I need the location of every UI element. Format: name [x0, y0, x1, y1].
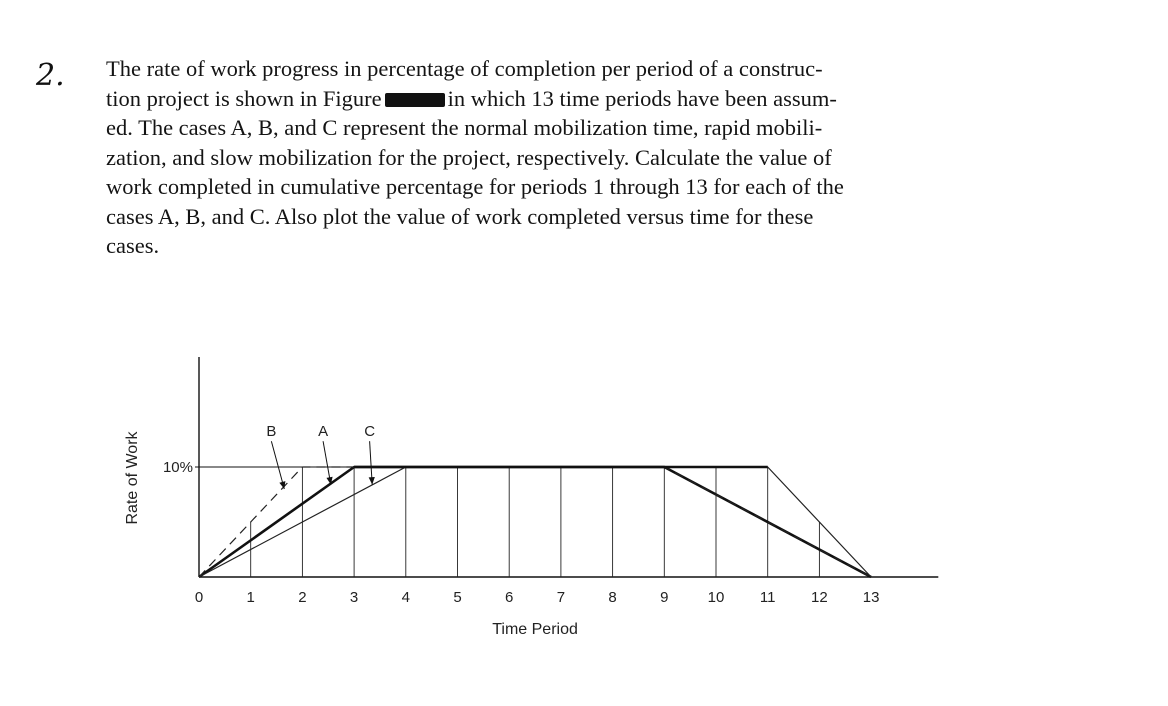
problem-line-2b: in which 13 time periods have been assum- [447, 85, 837, 111]
x-tick-label-2: 2 [298, 589, 307, 606]
x-tick-label-3: 3 [349, 589, 359, 606]
x-tick-label-9: 9 [660, 589, 669, 606]
x-tick-label-5: 5 [453, 589, 462, 606]
rate-of-work-figure [112, 355, 962, 655]
y-axis-title: Rate of Work [124, 431, 141, 525]
problem-line-6: cases A, B, and C. Also plot the value of work completed versus time for these [106, 203, 814, 229]
x-tick-label-13: 13 [862, 589, 880, 606]
x-tick-label-8: 8 [608, 589, 617, 606]
series-line-a [199, 467, 871, 577]
x-tick-label-4: 4 [401, 589, 410, 606]
x-tick-label-12: 12 [811, 589, 828, 606]
problem-line-7: cases. [106, 233, 160, 258]
rate-of-work-chart [112, 355, 962, 655]
question-number: 2. [36, 58, 65, 93]
problem-line-4: zation, and slow mobilization for the project, respectively. Calculate the value of [106, 144, 832, 170]
case-arrow-b [271, 441, 284, 489]
case-label-b: B [266, 423, 277, 441]
redaction-mark [385, 93, 445, 107]
x-tick-label-11: 11 [759, 589, 776, 606]
problem-line-5: work completed in cumulative percentage for periods 1 through 13 for each of the [106, 174, 844, 199]
problem-text [106, 54, 1044, 261]
case-label-a: A [318, 423, 329, 441]
x-tick-label-7: 7 [556, 589, 566, 606]
problem-line-3: ed. The cases A, B, and C represent the normal mobilization time, rapid mobili- [106, 115, 823, 140]
y-tick-label: 10% [162, 459, 193, 476]
case-label-c: C [364, 423, 376, 441]
x-axis-title: Time Period [492, 621, 578, 638]
problem-line-1: The rate of work progress in percentage of completion per period of a construc- [106, 56, 823, 81]
x-tick-label-1: 1 [246, 589, 255, 606]
x-tick-label-0: 0 [194, 589, 204, 606]
x-tick-label-6: 6 [505, 589, 514, 606]
problem-line-2a: tion project is shown in Figure [106, 85, 382, 111]
x-tick-label-10: 10 [707, 589, 725, 606]
